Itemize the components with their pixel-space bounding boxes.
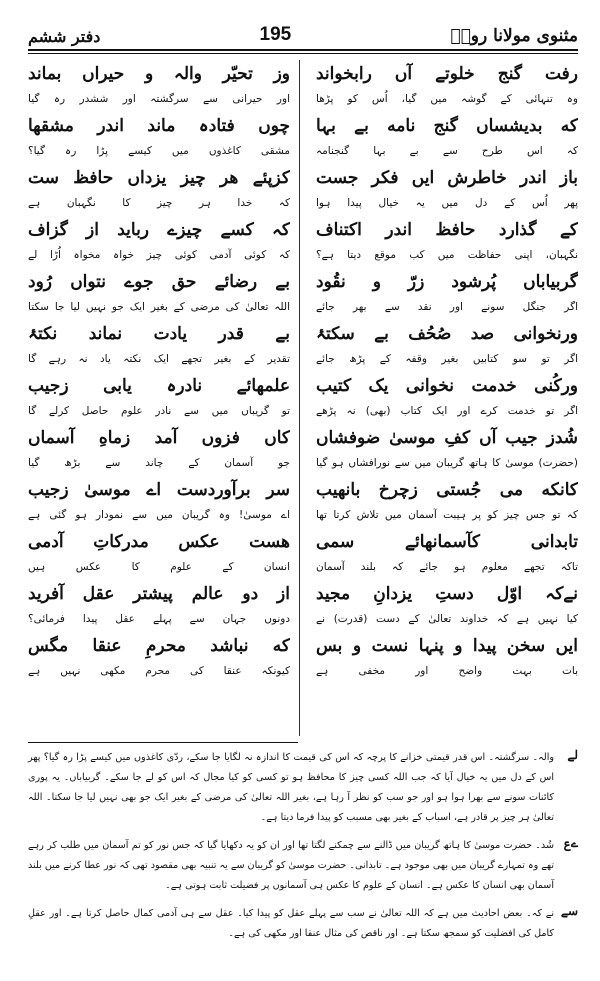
footnote bbox=[28, 748, 578, 828]
translation-line: اگر تو خدمت کرے اور ایک کتاب (بھی) نہ پڑھے bbox=[316, 405, 578, 417]
verse-line: گربیاباں پُرشود زرّ و نقُود bbox=[316, 272, 578, 292]
volume-label: دفتر ششم bbox=[28, 27, 101, 46]
translation-line: اللہ تعالیٰ کی مرضی کے بغیر ایک جو نہیں لیا جا سکتا bbox=[28, 301, 290, 313]
translation-line: اگر جنگل سونے اور نقد سے بھر جائے bbox=[316, 301, 578, 313]
translation-line: اے موسیٰ! وہ گریبان میں سے نمودار ہو گئی ہے bbox=[28, 509, 290, 521]
couplet bbox=[28, 476, 290, 528]
verse-line: بے رضائے حق جوے نتواں رُود bbox=[28, 272, 290, 292]
couplet bbox=[316, 424, 578, 476]
verse-line: ورنخوانی صد صُحُف بے سکتۂ bbox=[316, 324, 578, 344]
verse-line: شُدز جیب آں کفِ موسیٰ ضوفشاں bbox=[316, 428, 578, 448]
translation-line: انسان کے علوم کا عکس ہیں bbox=[28, 561, 290, 573]
left-column bbox=[28, 60, 290, 684]
translation-line: تاکہ تجھے معلوم ہو جائے کہ بلند آسمان bbox=[316, 561, 578, 573]
verse-line: چوں فتادہ ماند اندر مشقها bbox=[28, 116, 290, 136]
verse-line: نےکہ اوّل دستِ یزدانِ مجید bbox=[316, 584, 578, 604]
couplet bbox=[316, 164, 578, 216]
verse-line: علمهائے نادرہ یابی زجیب bbox=[28, 376, 290, 396]
translation-line: اگر تو سو کتابیں بغیر وقفہ کے پڑھ جائے bbox=[316, 353, 578, 365]
verse-line: رفت گنج خلوتے آں رابخواند bbox=[316, 64, 578, 84]
verse-line: کاں فزوں آمد زماهِ آسماں bbox=[28, 428, 290, 448]
translation-line: کہ اس طرح سے بے بہا گنجنامہ bbox=[316, 145, 578, 157]
translation-line: (حضرت) موسیٰ کا ہاتھ گریبان میں سے نورافشاں ہو گیا bbox=[316, 457, 578, 469]
footnote bbox=[28, 836, 578, 896]
couplet bbox=[316, 60, 578, 112]
verse-line: کزپئے هر چیز یزداں حافظ ست bbox=[28, 168, 290, 188]
verse-line: هست عکس مدرکاتِ آدمی bbox=[28, 532, 290, 552]
right-column bbox=[316, 60, 578, 684]
header-rule bbox=[28, 49, 578, 51]
footnote-rule bbox=[28, 742, 298, 743]
page-header bbox=[28, 14, 578, 46]
translation-line: کہ خدا ہر چیز کا نگہبان ہے bbox=[28, 197, 290, 209]
verse-line: سر برآوردست اے موسیٰ زجیب bbox=[28, 480, 290, 500]
translation-line: کیا نہیں ہے کہ خداوند تعالیٰ کے دست (قدرت) نے bbox=[316, 613, 578, 625]
footnote bbox=[28, 904, 578, 944]
verse-line: بے قدر یادت نماند نکتۂ bbox=[28, 324, 290, 344]
footnote-text: شُد۔ حضرت موسیٰ کا ہاتھ گریبان میں ڈالنے سے چمکنے لگتا تھا اور ان کو یہ دکھایا گیا کہ جس نور کو تم آسمان میں طلب کر رہے تھے وہ تمہارے گریبان میں بھی موجود ہے۔ تابدانی۔ حضرت موسیٰ کو گریبان سے یہ تنبیہ بھی مقصود تھی کہ نور عطا کرنے میں بلند آسمان بھی انسان کا عکس ہے۔ انسان کے علوم کا عکس ہی آسمانوں پر فضیلت ثابت ہوتی ہے۔ bbox=[28, 840, 554, 891]
couplet bbox=[316, 372, 578, 424]
translation-line: تقدیر کے بغیر تجھے ایک نکتہ یاد نہ رہے گا bbox=[28, 353, 290, 365]
translation-line: جو آسمان کے چاند سے بڑھ گیا bbox=[28, 457, 290, 469]
translation-line: مشقی کاغذوں میں کیسے پڑا رہ گیا؟ bbox=[28, 145, 290, 157]
couplet bbox=[28, 216, 290, 268]
couplet bbox=[28, 60, 290, 112]
couplet bbox=[316, 632, 578, 684]
couplet bbox=[316, 580, 578, 632]
couplet bbox=[316, 268, 578, 320]
verse-line: که نباشد محرمِ عنقا مگس bbox=[28, 636, 290, 656]
translation-line: اور حیرانی سے سرگشتہ اور ششدر رہ گیا bbox=[28, 93, 290, 105]
translation-line: بات بہت واضح اور مخفی ہے bbox=[316, 665, 578, 677]
verse-line: که بدیشساں گنج نامه بے بہا bbox=[316, 116, 578, 136]
couplet bbox=[28, 632, 290, 684]
footnote-marker: سے bbox=[560, 904, 578, 918]
couplet bbox=[316, 528, 578, 580]
page-number: 195 bbox=[259, 24, 292, 45]
verse-line: کے گذارد حافظ اندر اکتناف bbox=[316, 220, 578, 240]
couplet bbox=[28, 112, 290, 164]
couplet bbox=[316, 476, 578, 528]
verse-line: ایں سخن پیدا و پنہا نست و بس bbox=[316, 636, 578, 656]
footnote-marker: لے bbox=[567, 748, 578, 762]
translation-line: کہ تو جس چیز کو پر ہیبت آسمان میں تلاش کرتا تھا bbox=[316, 509, 578, 521]
translation-line: وہ تنہائی کے گوشہ میں گیا، اُس کو پڑھا bbox=[316, 93, 578, 105]
translation-line: دونوں جہان سے پہلے عقل پیدا فرمائی؟ bbox=[28, 613, 290, 625]
verse-line: تابدانی کآسمانهائے سمی bbox=[316, 532, 578, 552]
couplet bbox=[28, 320, 290, 372]
couplet bbox=[316, 320, 578, 372]
couplet bbox=[316, 112, 578, 164]
couplet bbox=[316, 216, 578, 268]
couplet bbox=[28, 268, 290, 320]
translation-line: نگہبان، اپنی حفاظت میں کب موقع دیتا ہے؟ bbox=[316, 249, 578, 261]
couplet bbox=[28, 424, 290, 476]
footnote-text: والہ۔ سرگشتہ۔ اس قدر قیمتی خزانے کا پرچہ کہ اس کی قیمت کا اندازہ نہ لگایا جا سکے، ردّی کاغذوں میں کیسے پڑا رہ گیا؟ پھر اس کے دل میں یہ خیال آیا کہ جب اللہ کسی چیز کا محافظ ہو تو کسی کو کیا مجال کہ اس کو لے جا سکے۔ گربیاباں۔ یہ پوری کائنات سونے سے بھرا ہوا ہو اور جو سب کو نظر آ رہا ہے، بغیر اللہ تعالیٰ کی مرضی کے بغیر ایک جو بھی نہیں لیا جا سکتا۔ اللہ تعالیٰ ہر چیز پر قادر ہے، اسباب کے بغیر بھی مسبب کو پیدا فرما دیتا ہے۔ bbox=[28, 752, 554, 823]
book-title: مثنوی مولانا رومؒ bbox=[450, 26, 578, 46]
verse-line: باز اندر خاطرش ایں فکر جست bbox=[316, 168, 578, 188]
footnote-marker: ےع bbox=[563, 836, 578, 850]
translation-line: پھر اُس کے دل میں یہ خیال پیدا ہوا bbox=[316, 197, 578, 209]
verse-line: از دو عالم پیشتر عقل آفرید bbox=[28, 584, 290, 604]
footnote-text: نے کہ۔ بعض احادیث میں ہے کہ اللہ تعالیٰ نے سب سے پہلے عقل کو پیدا کیا۔ عقل سے ہی آدمی کمال حاصل کرتا ہے۔ اور عقلِ کامل کی افضلیت کو سمجھ سکتا ہے۔ اور ناقص کی مثال عنقا اور مکھی کی ہے۔ bbox=[28, 908, 554, 939]
column-divider bbox=[299, 60, 300, 736]
couplet bbox=[28, 528, 290, 580]
verse-line: کہ کسے چیزے رباید از گزاف bbox=[28, 220, 290, 240]
couplet bbox=[28, 580, 290, 632]
footnotes bbox=[28, 748, 578, 952]
verse-line: وز تحیّر والہ و حیراں بماند bbox=[28, 64, 290, 84]
header-rule-thin bbox=[28, 53, 578, 54]
translation-line: کیونکہ عنقا کی محرم مکھی نہیں ہے bbox=[28, 665, 290, 677]
translation-line: کہ کوئی آدمی کوئی چیز خواہ مخواہ اُڑا لے bbox=[28, 249, 290, 261]
verse-line: ورکُنی خدمت نخوانی یک کتیب bbox=[316, 376, 578, 396]
couplet bbox=[28, 372, 290, 424]
translation-line: تو گریباں میں سے نادر علوم حاصل کرلے گا bbox=[28, 405, 290, 417]
verse-line: کانکه می جُستی زچرخ بانهیب bbox=[316, 480, 578, 500]
couplet bbox=[28, 164, 290, 216]
